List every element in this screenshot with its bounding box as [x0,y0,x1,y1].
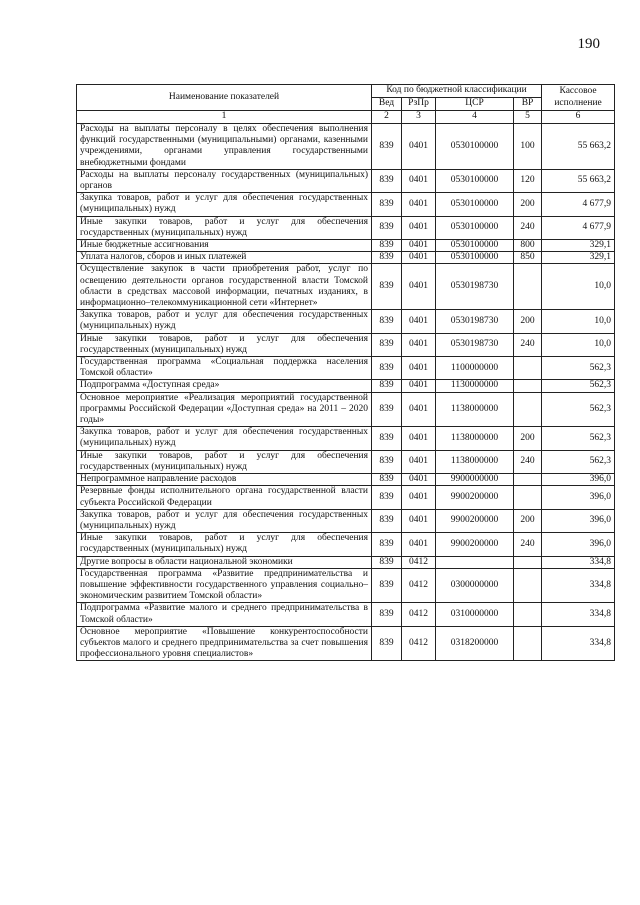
row-rzpr: 0401 [402,252,436,264]
row-amount: 334,8 [542,626,615,661]
row-name: Иные закупки товаров, работ и услуг для обеспечения государственных (муниципальных) нужд [77,333,372,356]
row-ved: 839 [372,380,402,392]
table-row [77,216,615,239]
row-rzpr: 0401 [402,216,436,239]
row-ved: 839 [372,450,402,473]
budget-table [76,84,615,661]
table-row [77,333,615,356]
header-csr: ЦСР [436,98,514,111]
row-amount: 329,1 [542,240,615,252]
row-name: Иные закупки товаров, работ и услуг для обеспечения государственных (муниципальных) нужд [77,216,372,239]
table-row [77,603,615,626]
row-csr: 9900200000 [436,509,514,532]
row-name: Другие вопросы в области национальной экономики [77,556,372,568]
table-row [77,357,615,380]
row-ved: 839 [372,486,402,509]
row-csr: 1138000000 [436,427,514,450]
row-csr: 1130000000 [436,380,514,392]
column-number: 3 [402,111,436,124]
table-row [77,169,615,192]
row-amount: 334,8 [542,556,615,568]
row-ved: 839 [372,357,402,380]
row-ved: 839 [372,474,402,486]
row-ved: 839 [372,264,402,310]
row-amount: 10,0 [542,333,615,356]
row-vr [514,556,542,568]
row-ved: 839 [372,240,402,252]
row-amount: 562,3 [542,392,615,427]
row-name: Основное мероприятие «Повышение конкурентоспособности субъектов малого и среднего предпринимательства за счет повышения профессионального уровня специалистов» [77,626,372,661]
row-csr: 0530100000 [436,193,514,216]
row-rzpr: 0401 [402,427,436,450]
row-csr: 0530100000 [436,240,514,252]
row-csr: 9900000000 [436,474,514,486]
row-rzpr: 0412 [402,603,436,626]
row-ved: 839 [372,169,402,192]
row-vr: 120 [514,169,542,192]
row-ved: 839 [372,193,402,216]
row-csr: 0318200000 [436,626,514,661]
page-number: 190 [577,36,600,52]
row-vr [514,486,542,509]
row-csr: 0530198730 [436,264,514,310]
row-vr [514,380,542,392]
row-name: Закупка товаров, работ и услуг для обеспечения государственных (муниципальных) нужд [77,427,372,450]
header-ved: Вед [372,98,402,111]
row-name: Закупка товаров, работ и услуг для обеспечения государственных (муниципальных) нужд [77,193,372,216]
row-ved: 839 [372,603,402,626]
row-csr: 0530198730 [436,333,514,356]
column-number: 5 [514,111,542,124]
row-amount: 55 663,2 [542,169,615,192]
column-number-row [77,111,615,124]
row-ved: 839 [372,509,402,532]
row-name: Закупка товаров, работ и услуг для обеспечения государственных (муниципальных) нужд [77,310,372,333]
column-number: 2 [372,111,402,124]
row-name: Подпрограмма «Доступная среда» [77,380,372,392]
row-name: Уплата налогов, сборов и иных платежей [77,252,372,264]
row-rzpr: 0401 [402,380,436,392]
row-amount: 562,3 [542,357,615,380]
table-row [77,124,615,170]
table-row [77,568,615,603]
table-row [77,392,615,427]
row-vr: 240 [514,216,542,239]
row-csr: 9900200000 [436,486,514,509]
row-amount: 10,0 [542,310,615,333]
row-ved: 839 [372,310,402,333]
row-ved: 839 [372,533,402,556]
row-ved: 839 [372,216,402,239]
row-amount: 396,0 [542,474,615,486]
row-name: Расходы на выплаты персоналу государственных (муниципальных) органов [77,169,372,192]
row-name: Подпрограмма «Развитие малого и среднего предпринимательства в Томской области» [77,603,372,626]
row-csr: 0300000000 [436,568,514,603]
row-rzpr: 0401 [402,450,436,473]
row-amount: 334,8 [542,603,615,626]
row-name: Основное мероприятие «Реализация мероприятий государственной программы Российской Федерации «Доступная среда» на 2011 – 2020 годы» [77,392,372,427]
row-rzpr: 0401 [402,486,436,509]
row-rzpr: 0401 [402,193,436,216]
row-csr: 0530100000 [436,216,514,239]
row-name: Государственная программа «Развитие предпринимательства и повышение эффективности государственного управления социально–экономическим развитием Томской области» [77,568,372,603]
row-amount: 396,0 [542,486,615,509]
header-rzpr: РзПр [402,98,436,111]
table-row [77,474,615,486]
row-csr: 9900200000 [436,533,514,556]
row-name: Государственная программа «Социальная поддержка населения Томской области» [77,357,372,380]
row-amount: 10,0 [542,264,615,310]
row-csr: 0530198730 [436,310,514,333]
row-csr: 1100000000 [436,357,514,380]
row-vr: 200 [514,310,542,333]
table-row [77,556,615,568]
row-vr: 850 [514,252,542,264]
row-vr: 100 [514,124,542,170]
table-row [77,509,615,532]
row-name: Иные закупки товаров, работ и услуг для обеспечения государственных (муниципальных) нужд [77,533,372,556]
row-rzpr: 0401 [402,333,436,356]
row-ved: 839 [372,626,402,661]
table-row [77,533,615,556]
row-rzpr: 0401 [402,392,436,427]
row-vr: 200 [514,509,542,532]
row-amount: 55 663,2 [542,124,615,170]
row-csr: 0310000000 [436,603,514,626]
row-vr [514,474,542,486]
row-vr: 800 [514,240,542,252]
row-rzpr: 0401 [402,357,436,380]
table-row [77,310,615,333]
row-rzpr: 0412 [402,626,436,661]
row-amount: 562,3 [542,427,615,450]
row-rzpr: 0401 [402,264,436,310]
table-header [77,85,615,124]
row-name: Непрограммное направление расходов [77,474,372,486]
table-row [77,380,615,392]
row-csr: 1138000000 [436,392,514,427]
row-vr: 200 [514,427,542,450]
table-row [77,427,615,450]
row-rzpr: 0401 [402,169,436,192]
column-number: 1 [77,111,372,124]
row-csr: 0530100000 [436,169,514,192]
table-row [77,486,615,509]
row-csr [436,556,514,568]
row-vr [514,264,542,310]
table-row [77,252,615,264]
row-csr: 0530100000 [436,124,514,170]
row-vr: 240 [514,533,542,556]
row-vr [514,603,542,626]
row-name: Расходы на выплаты персоналу в целях обеспечения выполнения функций государственными (муниципальными) органами, казенными учреждениями, органами управления государственными внебюджетными фондами [77,124,372,170]
row-amount: 4 677,9 [542,193,615,216]
row-vr [514,357,542,380]
row-ved: 839 [372,252,402,264]
row-rzpr: 0401 [402,509,436,532]
header-name: Наименование показателей [77,85,372,111]
row-amount: 562,3 [542,450,615,473]
row-amount: 396,0 [542,533,615,556]
row-ved: 839 [372,568,402,603]
row-amount: 329,1 [542,252,615,264]
column-number: 6 [542,111,615,124]
row-rzpr: 0401 [402,533,436,556]
row-rzpr: 0401 [402,310,436,333]
row-amount: 562,3 [542,380,615,392]
table-row [77,240,615,252]
row-name: Иные бюджетные ассигнования [77,240,372,252]
table-row [77,193,615,216]
row-ved: 839 [372,333,402,356]
row-csr: 1138000000 [436,450,514,473]
row-ved: 839 [372,124,402,170]
row-rzpr: 0401 [402,474,436,486]
row-amount: 396,0 [542,509,615,532]
column-number: 4 [436,111,514,124]
row-vr [514,568,542,603]
row-name: Иные закупки товаров, работ и услуг для обеспечения государственных (муниципальных) нужд [77,450,372,473]
row-ved: 839 [372,556,402,568]
row-name: Резервные фонды исполнительного органа государственной власти субъекта Российской Федерации [77,486,372,509]
row-vr: 200 [514,193,542,216]
row-csr: 0530100000 [436,252,514,264]
row-ved: 839 [372,427,402,450]
row-rzpr: 0401 [402,240,436,252]
row-name: Осуществление закупок в части приобретения работ, услуг по освещению деятельности органов государственной власти Томской области в средствах массовой информации, печатных изданиях, в информационно–телекоммуникационной сети «Интернет» [77,264,372,310]
table-row [77,626,615,661]
row-vr [514,392,542,427]
header-amount: Кассовое исполнение [542,85,615,111]
row-amount: 334,8 [542,568,615,603]
row-rzpr: 0412 [402,556,436,568]
header-code-group: Код по бюджетной классификации [372,85,542,98]
table-body [77,124,615,661]
row-vr [514,626,542,661]
row-name: Закупка товаров, работ и услуг для обеспечения государственных (муниципальных) нужд [77,509,372,532]
row-ved: 839 [372,392,402,427]
row-rzpr: 0401 [402,124,436,170]
header-vr: ВР [514,98,542,111]
table-row [77,264,615,310]
row-vr: 240 [514,450,542,473]
row-rzpr: 0412 [402,568,436,603]
table-row [77,450,615,473]
row-amount: 4 677,9 [542,216,615,239]
row-vr: 240 [514,333,542,356]
